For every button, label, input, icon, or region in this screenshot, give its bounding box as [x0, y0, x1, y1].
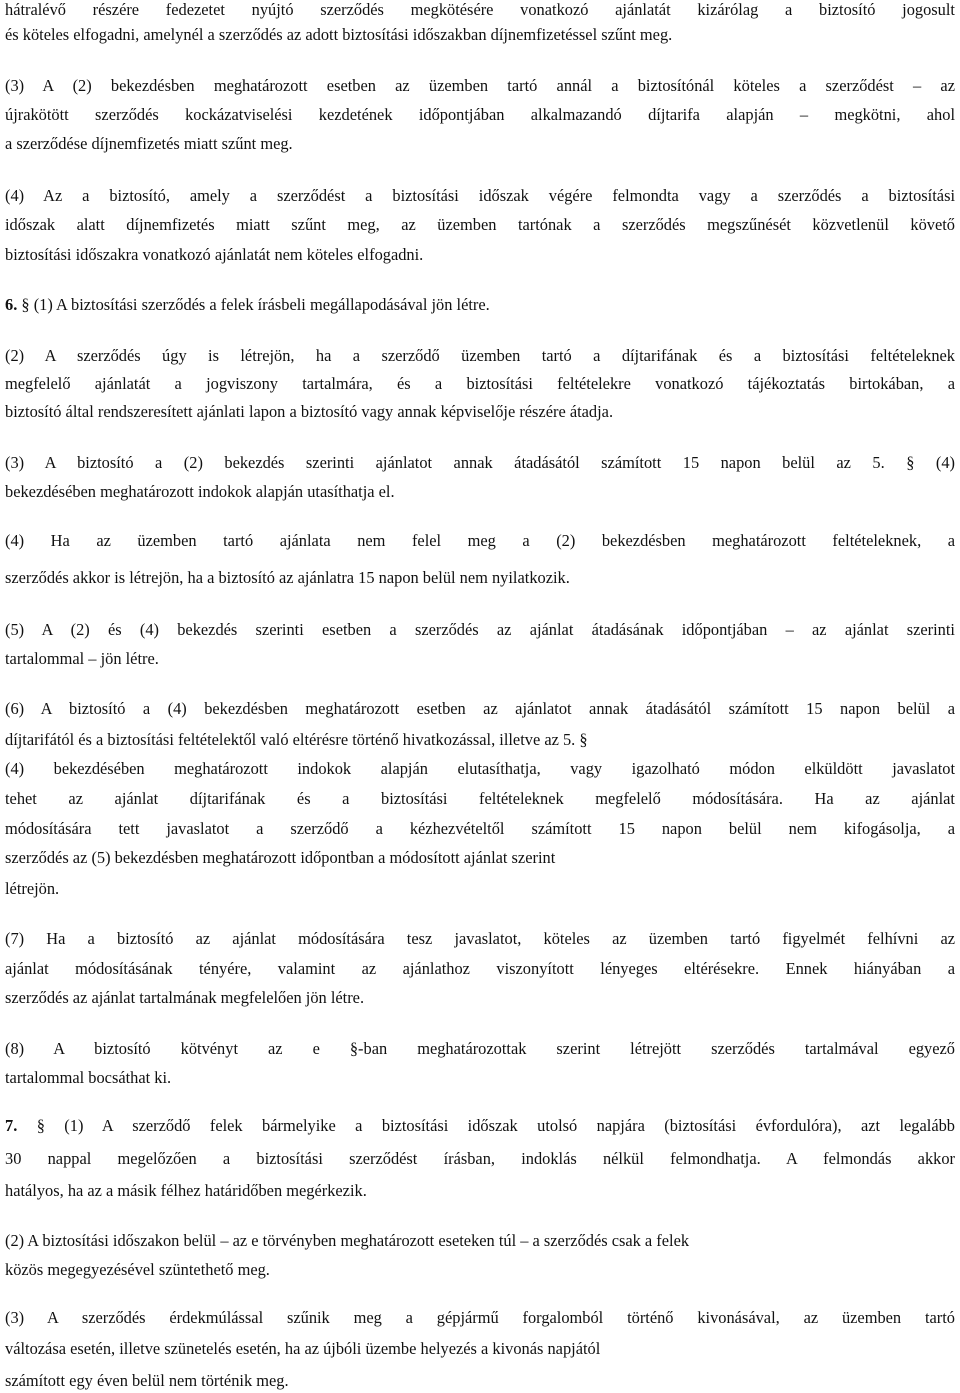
line-text: tehet az ajánlat díjtarifának és a biztosítási feltételeknek megfelelő módosítására. Ha az ajánlat	[5, 789, 955, 808]
text-line	[5, 215, 955, 235]
line-text: hátralévő részére fedezetet nyújtó szerződés megkötésére vonatkozó ajánlatát kizárólag a biztosító jogosult	[5, 0, 955, 19]
line-text: biztosító által rendszeresített ajánlati lapon a biztosító vagy annak képviselője részére átadja.	[5, 402, 614, 421]
line-text: 30 nappal megelőzően a biztosítási szerződést írásban, indoklás nélkül felmondhatja. A felmondás akkor	[5, 1149, 955, 1168]
text-line	[5, 1231, 955, 1251]
text-line	[5, 879, 955, 899]
text-line	[5, 1181, 955, 1201]
text-line	[5, 295, 955, 315]
text-line	[5, 1371, 955, 1391]
line-text: hatályos, ha az a másik félhez határidőben megérkezik.	[5, 1181, 367, 1200]
text-line	[5, 929, 955, 949]
text-line	[5, 105, 955, 125]
line-text: ajánlat módosításának tényére, valamint az ajánlathoz viszonyított lényeges eltérésekre. Ennek hiányában a	[5, 959, 955, 978]
text-line	[5, 789, 955, 809]
text-line	[5, 76, 955, 96]
line-text: (4) bekezdésében meghatározott indokok alapján elutasíthatja, vagy igazolható módon elküldött javaslatot	[5, 759, 955, 778]
line-text: létrejön.	[5, 879, 60, 898]
text-line	[5, 1260, 955, 1280]
text-line	[5, 1116, 955, 1136]
section-number: 6.	[5, 295, 18, 314]
line-text: megfelelő ajánlatát a jogviszony tartalmára, és a biztosítási feltételekre vonatkozó tájékoztatás birtokában, a	[5, 374, 955, 393]
text-line	[5, 959, 955, 979]
line-text: díjtarifától és a biztosítási feltételektől való eltérésre történő hivatkozással, illetve az 5. §	[5, 730, 588, 749]
line-text: újrakötött szerződés kockázatviselési kezdetének időpontjában alkalmazandó díjtarifa alapján – megkötni, ahol	[5, 105, 955, 124]
text-line	[5, 649, 955, 669]
line-text: tartalommal bocsáthat ki.	[5, 1068, 172, 1087]
text-line	[5, 1068, 955, 1088]
line-text: (6) A biztosító a (4) bekezdésben meghatározott esetben az ajánlatot annak átadásától számított 15 napon belül a	[5, 699, 955, 718]
text-line	[5, 245, 955, 265]
line-text: változása esetén, illetve szünetelés esetén, ha az újbóli üzembe helyezés a kivonás napjától	[5, 1339, 601, 1358]
line-text: (7) Ha a biztosító az ajánlat módosítására tesz javaslatot, köteles az üzemben tartó figyelmét felhívni az	[5, 929, 955, 948]
line-text: (3) A szerződés érdekmúlással szűnik meg a gépjármű forgalomból történő kivonásával, az üzemben tartó	[5, 1308, 955, 1327]
text-line	[5, 374, 955, 394]
line-text: (3) A biztosító a (2) bekezdés szerinti ajánlatot annak átadásától számított 15 napon belül az 5. § (4)	[5, 453, 955, 472]
line-text: § (1) A biztosítási szerződés a felek írásbeli megállapodásával jön létre.	[17, 295, 490, 314]
text-line	[5, 759, 955, 779]
line-text: bekezdésében meghatározott indokok alapján utasíthatja el.	[5, 482, 395, 501]
text-line	[5, 568, 955, 588]
text-line	[5, 1339, 955, 1359]
line-text: biztosítási időszakra vonatkozó ajánlatát nem köteles elfogadni.	[5, 245, 424, 264]
text-line	[5, 0, 955, 20]
line-text: (5) A (2) és (4) bekezdés szerinti esetben a szerződés az ajánlat átadásának időpontjában – az ajánlat szerinti	[5, 620, 955, 639]
text-line	[5, 1308, 955, 1328]
line-text: számított egy éven belül nem történik meg.	[5, 1371, 289, 1390]
line-text: a szerződése díjnemfizetés miatt szűnt meg.	[5, 134, 293, 153]
text-line	[5, 1149, 955, 1169]
line-text: módosítására tett javaslatot a szerződő a kézhezvételtől számított 15 napon belül nem kifogásolja, a	[5, 819, 955, 838]
line-text: (8) A biztosító kötvényt az e §-ban meghatározottak szerint létrejött szerződés tartalmával egyező	[5, 1039, 955, 1058]
text-line	[5, 848, 955, 868]
section-number: 7.	[5, 1116, 18, 1135]
line-text: szerződés az ajánlat tartalmának megfelelően jön létre.	[5, 988, 365, 1007]
text-line	[5, 819, 955, 839]
text-line	[5, 730, 955, 750]
line-text: szerződés az (5) bekezdésben meghatározott időpontban a módosított ajánlat szerint	[5, 848, 556, 867]
line-text: (2) A szerződés úgy is létrejön, ha a szerződő üzemben tartó a díjtarifának és a biztosítási feltételeknek	[5, 346, 955, 365]
line-text: és köteles elfogadni, amelynél a szerződés az adott biztosítási időszakban díjnemfizetéssel szűnt meg.	[5, 25, 673, 44]
line-text: (4) Ha az üzemben tartó ajánlata nem felel meg a (2) bekezdésben meghatározott feltételeknek, a	[5, 531, 955, 550]
line-text: § (1) A szerződő felek bármelyike a biztosítási időszak utolsó napjára (biztosítási évfordulóra), azt legalább	[17, 1116, 955, 1135]
line-text: (4) Az a biztosító, amely a szerződést a biztosítási időszak végére felmondta vagy a szerződés a biztosítási	[5, 186, 955, 205]
text-line	[5, 346, 955, 366]
text-line	[5, 186, 955, 206]
text-line	[5, 620, 955, 640]
line-text: időszak alatt díjnemfizetés miatt szűnt meg, az üzemben tartónak a szerződés megszűnését közvetlenül követő	[5, 215, 955, 234]
text-line	[5, 453, 955, 473]
text-line	[5, 25, 955, 45]
text-line	[5, 1039, 955, 1059]
text-line	[5, 482, 955, 502]
text-line	[5, 402, 955, 422]
text-line	[5, 134, 955, 154]
line-text: szerződés akkor is létrejön, ha a biztosító az ajánlatra 15 napon belül nem nyilatkozik.	[5, 568, 570, 587]
line-text: (2) A biztosítási időszakon belül – az e törvényben meghatározott eseteken túl – a szerződés csak a felek	[5, 1231, 690, 1250]
line-text: (3) A (2) bekezdésben meghatározott esetben az üzemben tartó annál a biztosítónál köteles a szerződést – az	[5, 76, 955, 95]
line-text: közös megegyezésével szüntethető meg.	[5, 1260, 270, 1279]
text-line	[5, 699, 955, 719]
text-line	[5, 988, 955, 1008]
line-text: tartalommal – jön létre.	[5, 649, 159, 668]
text-line	[5, 531, 955, 551]
